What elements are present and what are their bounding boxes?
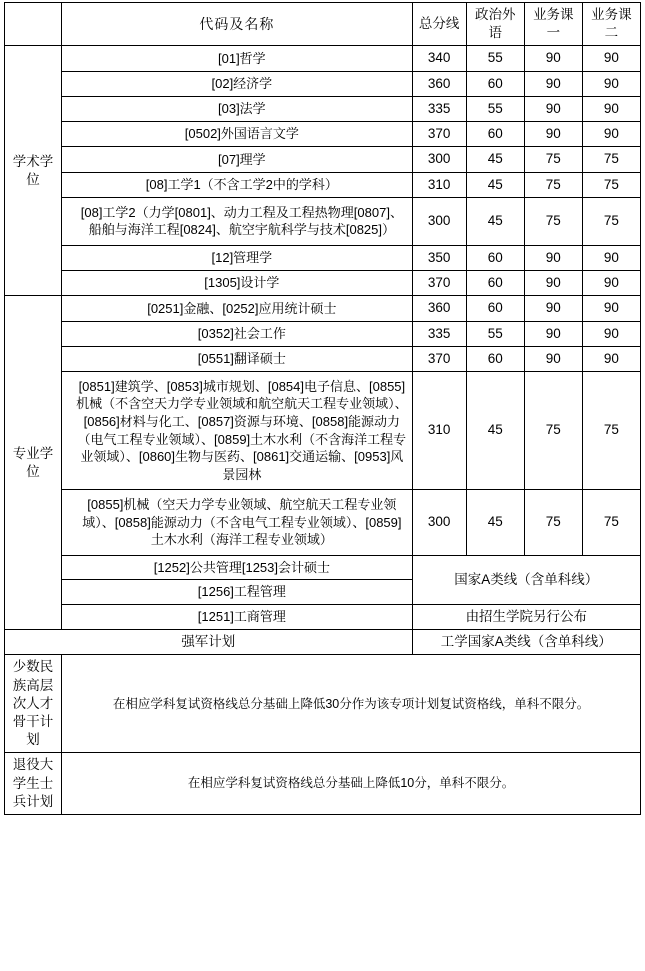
table-row — [5, 321, 641, 346]
table-row — [5, 371, 641, 489]
program-name: [0551]翻译硕士 — [62, 346, 413, 371]
table-row — [5, 490, 641, 556]
politics-foreign-score: 60 — [466, 346, 524, 371]
table-row — [5, 71, 641, 96]
program-name: [01]哲学 — [62, 46, 413, 71]
program-name: [0851]建筑学、[0853]城市规划、[0854]电子信息、[0855]机械（不含空天力学专业领域和航空航天工程专业领域）、[0856]材料与化工、[0857]资源与环境、[0858]能源动力（电气工程专业领域）、[0859]土木水利（不含海洋工程专业领域）、[0860]生物与医药、[0861]交通运输、[0953]风景园林 — [62, 371, 413, 489]
prof2-score: 90 — [582, 71, 640, 96]
prof1-score: 75 — [524, 147, 582, 172]
table-row — [5, 296, 641, 321]
prof1-score: 90 — [524, 271, 582, 296]
total-score: 300 — [412, 197, 466, 245]
prof2-score: 75 — [582, 172, 640, 197]
table-row — [5, 753, 641, 815]
header-name: 代码及名称 — [62, 3, 413, 46]
program-name: [1256]工程管理 — [62, 580, 413, 605]
total-score: 310 — [412, 172, 466, 197]
header-row — [5, 3, 641, 46]
prof2-score: 75 — [582, 490, 640, 556]
prof2-score: 75 — [582, 197, 640, 245]
program-name: [08]工学1（不含工学2中的学科） — [62, 172, 413, 197]
program-name: [02]经济学 — [62, 71, 413, 96]
prof2-score: 90 — [582, 271, 640, 296]
prof2-score: 90 — [582, 96, 640, 121]
politics-foreign-score: 45 — [466, 172, 524, 197]
score-line-table — [4, 2, 641, 815]
prof2-score: 90 — [582, 245, 640, 270]
table-row — [5, 604, 641, 629]
total-score: 370 — [412, 122, 466, 147]
prof2-score: 75 — [582, 371, 640, 489]
total-score: 360 — [412, 71, 466, 96]
total-score: 370 — [412, 346, 466, 371]
table-row — [5, 96, 641, 121]
program-name: [07]理学 — [62, 147, 413, 172]
header-category — [5, 3, 62, 46]
politics-foreign-score: 55 — [466, 321, 524, 346]
prof2-score: 75 — [582, 147, 640, 172]
politics-foreign-score: 45 — [466, 490, 524, 556]
program-name: [12]管理学 — [62, 245, 413, 270]
politics-foreign-score: 55 — [466, 96, 524, 121]
table-row — [5, 555, 641, 580]
table-row — [5, 172, 641, 197]
politics-foreign-score: 45 — [466, 371, 524, 489]
prof1-score: 75 — [524, 490, 582, 556]
politics-foreign-score: 55 — [466, 46, 524, 71]
score-note-announced-by-college: 由招生学院另行公布 — [412, 604, 640, 629]
header-total: 总分线 — [412, 3, 466, 46]
program-name: [0855]机械（空天力学专业领域、航空航天工程专业领域）、[0858]能源动力（不含电气工程专业领域）、[0859]土木水利（海洋工程专业领域） — [62, 490, 413, 556]
prof1-score: 75 — [524, 197, 582, 245]
politics-foreign-score: 45 — [466, 147, 524, 172]
prof1-score: 90 — [524, 96, 582, 121]
politics-foreign-score: 45 — [466, 197, 524, 245]
total-score: 310 — [412, 371, 466, 489]
table-row — [5, 147, 641, 172]
program-name: [1305]设计学 — [62, 271, 413, 296]
prof1-score: 90 — [524, 71, 582, 96]
total-score: 370 — [412, 271, 466, 296]
category-professional-degree: 专业学位 — [5, 296, 62, 630]
table-header — [5, 3, 641, 46]
prof2-score: 90 — [582, 296, 640, 321]
plan-label-veteran-student: 退役大学生士兵计划 — [5, 753, 62, 815]
total-score: 360 — [412, 296, 466, 321]
prof1-score: 90 — [524, 122, 582, 147]
prof1-score: 90 — [524, 245, 582, 270]
prof2-score: 90 — [582, 321, 640, 346]
header-prof2: 业务课二 — [582, 3, 640, 46]
politics-foreign-score: 60 — [466, 245, 524, 270]
prof2-score: 90 — [582, 346, 640, 371]
politics-foreign-score: 60 — [466, 71, 524, 96]
total-score: 300 — [412, 490, 466, 556]
prof2-score: 90 — [582, 122, 640, 147]
program-name: [1252]公共管理[1253]会计硕士 — [62, 555, 413, 580]
score-note-national-line-a: 国家A类线（含单科线） — [412, 555, 640, 604]
plan-note-strong-army: 工学国家A类线（含单科线） — [412, 630, 640, 655]
program-name: [03]法学 — [62, 96, 413, 121]
program-name: [0251]金融、[0252]应用统计硕士 — [62, 296, 413, 321]
table-row — [5, 655, 641, 753]
header-politics-foreign: 政治外语 — [466, 3, 524, 46]
program-name: [0502]外国语言文学 — [62, 122, 413, 147]
table-row — [5, 346, 641, 371]
total-score: 350 — [412, 245, 466, 270]
table-row — [5, 245, 641, 270]
plan-note-minority-talent: 在相应学科复试资格线总分基础上降低30分作为该专项计划复试资格线，单科不限分。 — [62, 655, 641, 753]
table-row — [5, 46, 641, 71]
category-academic-degree: 学术学位 — [5, 46, 62, 296]
politics-foreign-score: 60 — [466, 296, 524, 321]
plan-label-minority-talent: 少数民族高层次人才骨干计划 — [5, 655, 62, 753]
table-body — [5, 46, 641, 815]
plan-label-strong-army: 强军计划 — [5, 630, 413, 655]
program-name: [08]工学2（力学[0801]、动力工程及工程热物理[0807]、船舶与海洋工程[0824]、航空宇航科学与技术[0825]） — [62, 197, 413, 245]
table-row — [5, 271, 641, 296]
total-score: 335 — [412, 321, 466, 346]
header-prof1: 业务课一 — [524, 3, 582, 46]
program-name: [0352]社会工作 — [62, 321, 413, 346]
politics-foreign-score: 60 — [466, 271, 524, 296]
prof1-score: 90 — [524, 296, 582, 321]
table-row — [5, 630, 641, 655]
table-row — [5, 122, 641, 147]
prof1-score: 90 — [524, 321, 582, 346]
plan-note-veteran-student: 在相应学科复试资格线总分基础上降低10分，单科不限分。 — [62, 753, 641, 815]
prof1-score: 90 — [524, 346, 582, 371]
prof2-score: 90 — [582, 46, 640, 71]
prof1-score: 75 — [524, 371, 582, 489]
politics-foreign-score: 60 — [466, 122, 524, 147]
prof1-score: 75 — [524, 172, 582, 197]
total-score: 340 — [412, 46, 466, 71]
total-score: 300 — [412, 147, 466, 172]
prof1-score: 90 — [524, 46, 582, 71]
total-score: 335 — [412, 96, 466, 121]
program-name: [1251]工商管理 — [62, 604, 413, 629]
table-row — [5, 197, 641, 245]
